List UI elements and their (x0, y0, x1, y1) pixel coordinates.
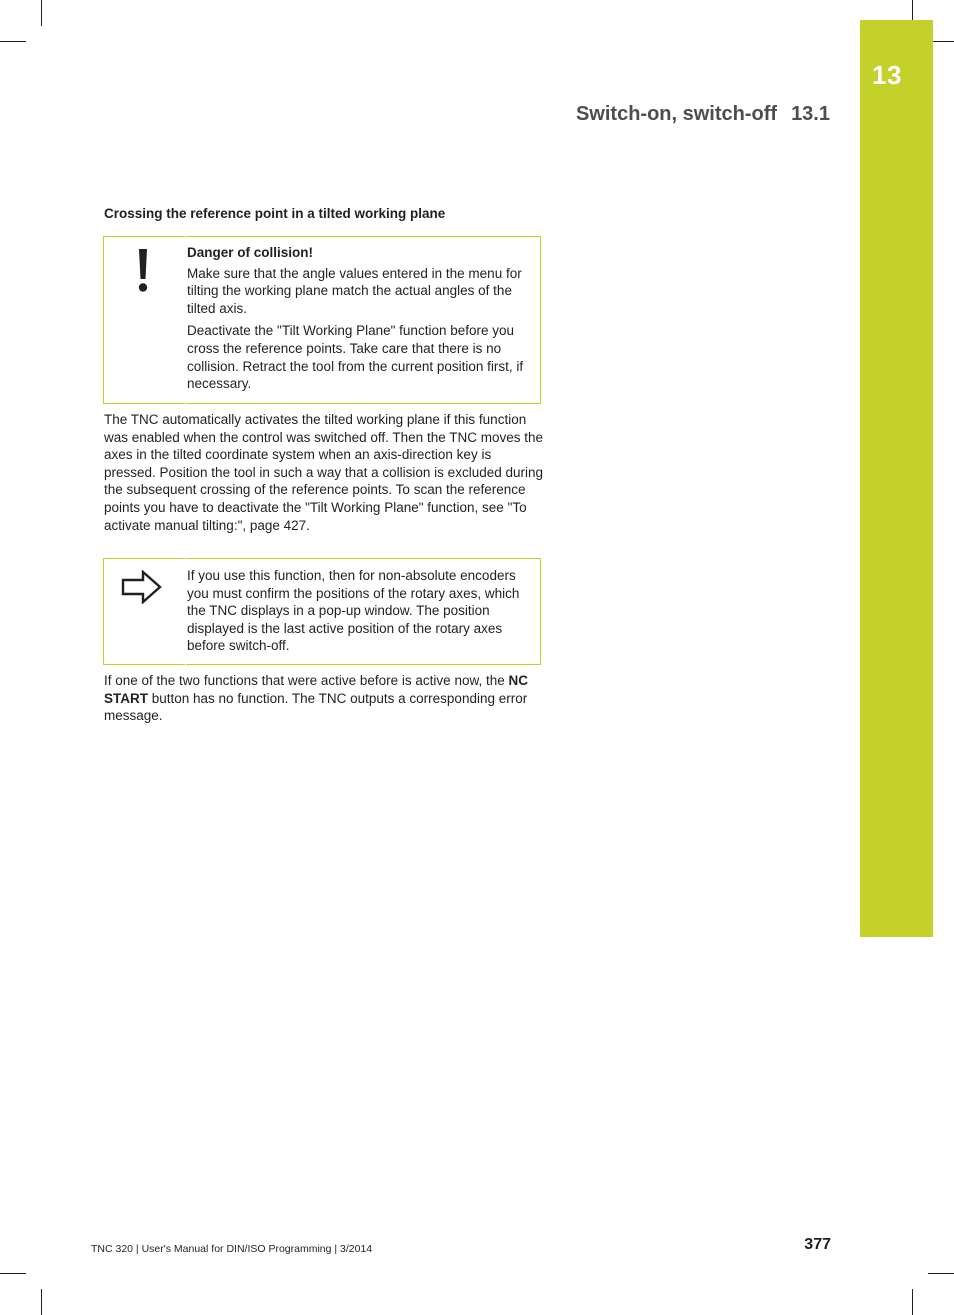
tip-box (103, 558, 541, 665)
warning-box (103, 236, 541, 404)
footer-text: TNC 320 | User's Manual for DIN/ISO Programming | 3/2014 (91, 1243, 373, 1255)
section-number: 13.1 (791, 103, 830, 125)
tip-content (187, 567, 532, 660)
warning-heading: Danger of collision! (187, 245, 314, 260)
crop-mark (0, 41, 26, 42)
nc-start-keyword: NC START (104, 673, 528, 706)
crop-mark (41, 1289, 42, 1315)
body-paragraph: The TNC automatically activates the tilted working plane if this function was enabled when the control was switched off. Then the TNC moves the axes in the tilted coordinate system when an axis-direction key is pressed. Position the tool in such a way that a collision is excluded during the subsequent crossing of the reference points. To scan the reference points you have to deactivate the "Tilt Working Plane" function, see "To activate manual tilting:", page 427. (104, 412, 544, 533)
box-divider (185, 236, 186, 404)
exclamation-icon (136, 249, 150, 293)
chapter-tab (860, 20, 933, 937)
tip-text: If you use this function, then for non-absolute encoders you must confirm the positions of the rotary axes, which the TNC displays in a pop-up window. The position displayed is the last active position of the rotary axes before switch-off. (187, 568, 520, 654)
warning-paragraph: Make sure that the angle values entered in the menu for tilting the working plane match the actual angles of the tilted axis. (187, 265, 522, 316)
text-run: button has no function. The TNC outputs a corresponding error message. (104, 690, 528, 724)
text-run: If one of the two functions that were active before is active now, the (104, 673, 509, 688)
warning-paragraph: Deactivate the "Tilt Working Plane" function before you cross the reference points. Take care that there is no collision. Retract the tool from the current position first, if necessary. (187, 323, 524, 392)
crop-mark (41, 0, 42, 26)
arrow-right-icon (121, 570, 163, 604)
crop-mark (928, 1273, 954, 1274)
body-paragraph (104, 672, 546, 725)
box-divider (185, 558, 186, 665)
subheading: Crossing the reference point in a tilted working plane (104, 206, 446, 221)
chapter-number: 13 (872, 60, 902, 90)
crop-mark (0, 1273, 26, 1274)
crop-mark (912, 1289, 913, 1315)
section-title: Switch-on, switch-off (575, 103, 778, 125)
warning-content (187, 244, 532, 398)
page-title (576, 103, 830, 126)
page-number: 377 (804, 1236, 831, 1253)
